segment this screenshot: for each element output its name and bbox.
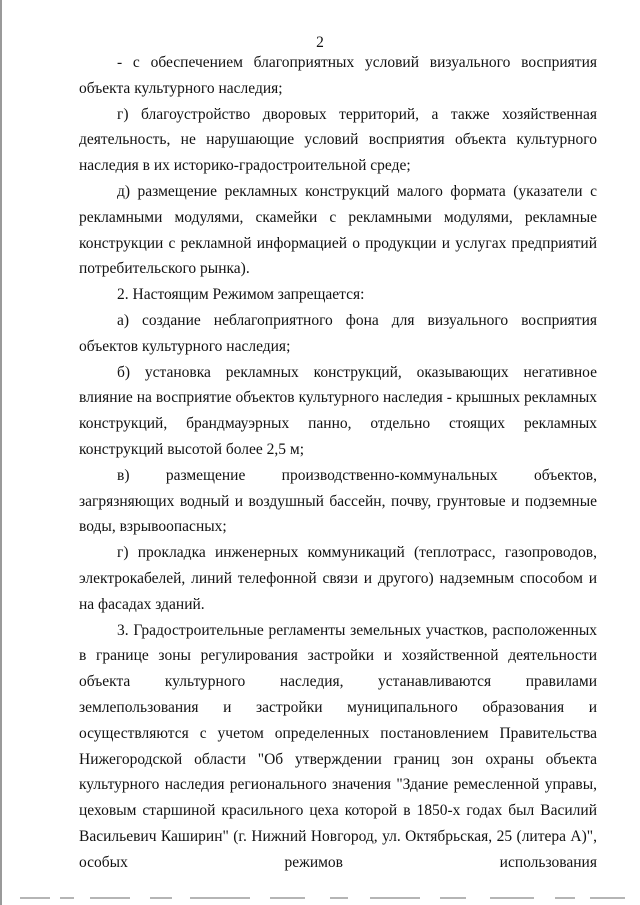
paragraph-d-small-advertising: д) размещение рекламных конструкций малого формата (указатели с рекламными модулями, скамейки с рекламными модулями, рекламные конструкции с рекламной информацией о продукции и услугах предприятий потребительского рынка). — [79, 182, 597, 278]
document-body — [79, 50, 597, 876]
paragraph-section-3-regulations: 3. Градостроительные регламенты земельных участков, расположенных в границе зоны регулирования застройки и хозяйственной деятельности объекта культурного наследия, устанавливаются правилами землепользования и застройки муниципального образования и осуществляются с учетом определенных постановлением Правительства Нижегородской области "Об утверждении границ зон охраны объекта культурного наследия регионального значения "Здание ремесленной управы, цеховым старшиной красильного цеха которой в 1850-х годах был Василий Васильевич Каширин" (г. Нижний Новгород, ул. Октябрьская, 25 (литера А)", особых режимов использования — [79, 621, 597, 871]
paragraph-a-unfavorable-background: а) создание неблагоприятного фона для визуального восприятия объектов культурного наследия; — [79, 311, 597, 355]
page-number: 2 — [316, 34, 324, 51]
page-left-edge — [0, 0, 2, 905]
paragraph-visual-perception: - с обеспечением благоприятных условий визуального восприятия объекта культурного наследия; — [79, 54, 597, 97]
paragraph-b-advertising-structures: б) установка рекламных конструкций, оказывающих негативное влияние на восприятие объектов культурного наследия - крышных рекламных конструкций, брандмауэрных панно, отдельно стоящих рекламных конструкций высотой более 2,5 м; — [79, 363, 597, 458]
paragraph-v-industrial-objects: в) размещение производственно-коммунальных объектов, загрязняющих водный и воздушный бассейн, почву, грунтовые и подземные воды, взрывоопасных; — [79, 466, 597, 536]
paragraph-g-engineering-communications: г) прокладка инженерных коммуникаций (теплотрасс, газопроводов, электрокабелей, линий телефонной связи и другого) надземным способом и на фасадах зданий. — [79, 544, 597, 613]
paragraph-section-2-heading: 2. Настоящим Режимом запрещается: — [117, 286, 365, 304]
scan-footer-noise — [0, 893, 640, 905]
paragraph-g-yard-improvement: г) благоустройство дворовых территорий, а также хозяйственная деятельность, не нарушающие условий восприятия объекта культурного наследия в их историко-градостроительной среде; — [79, 105, 597, 175]
